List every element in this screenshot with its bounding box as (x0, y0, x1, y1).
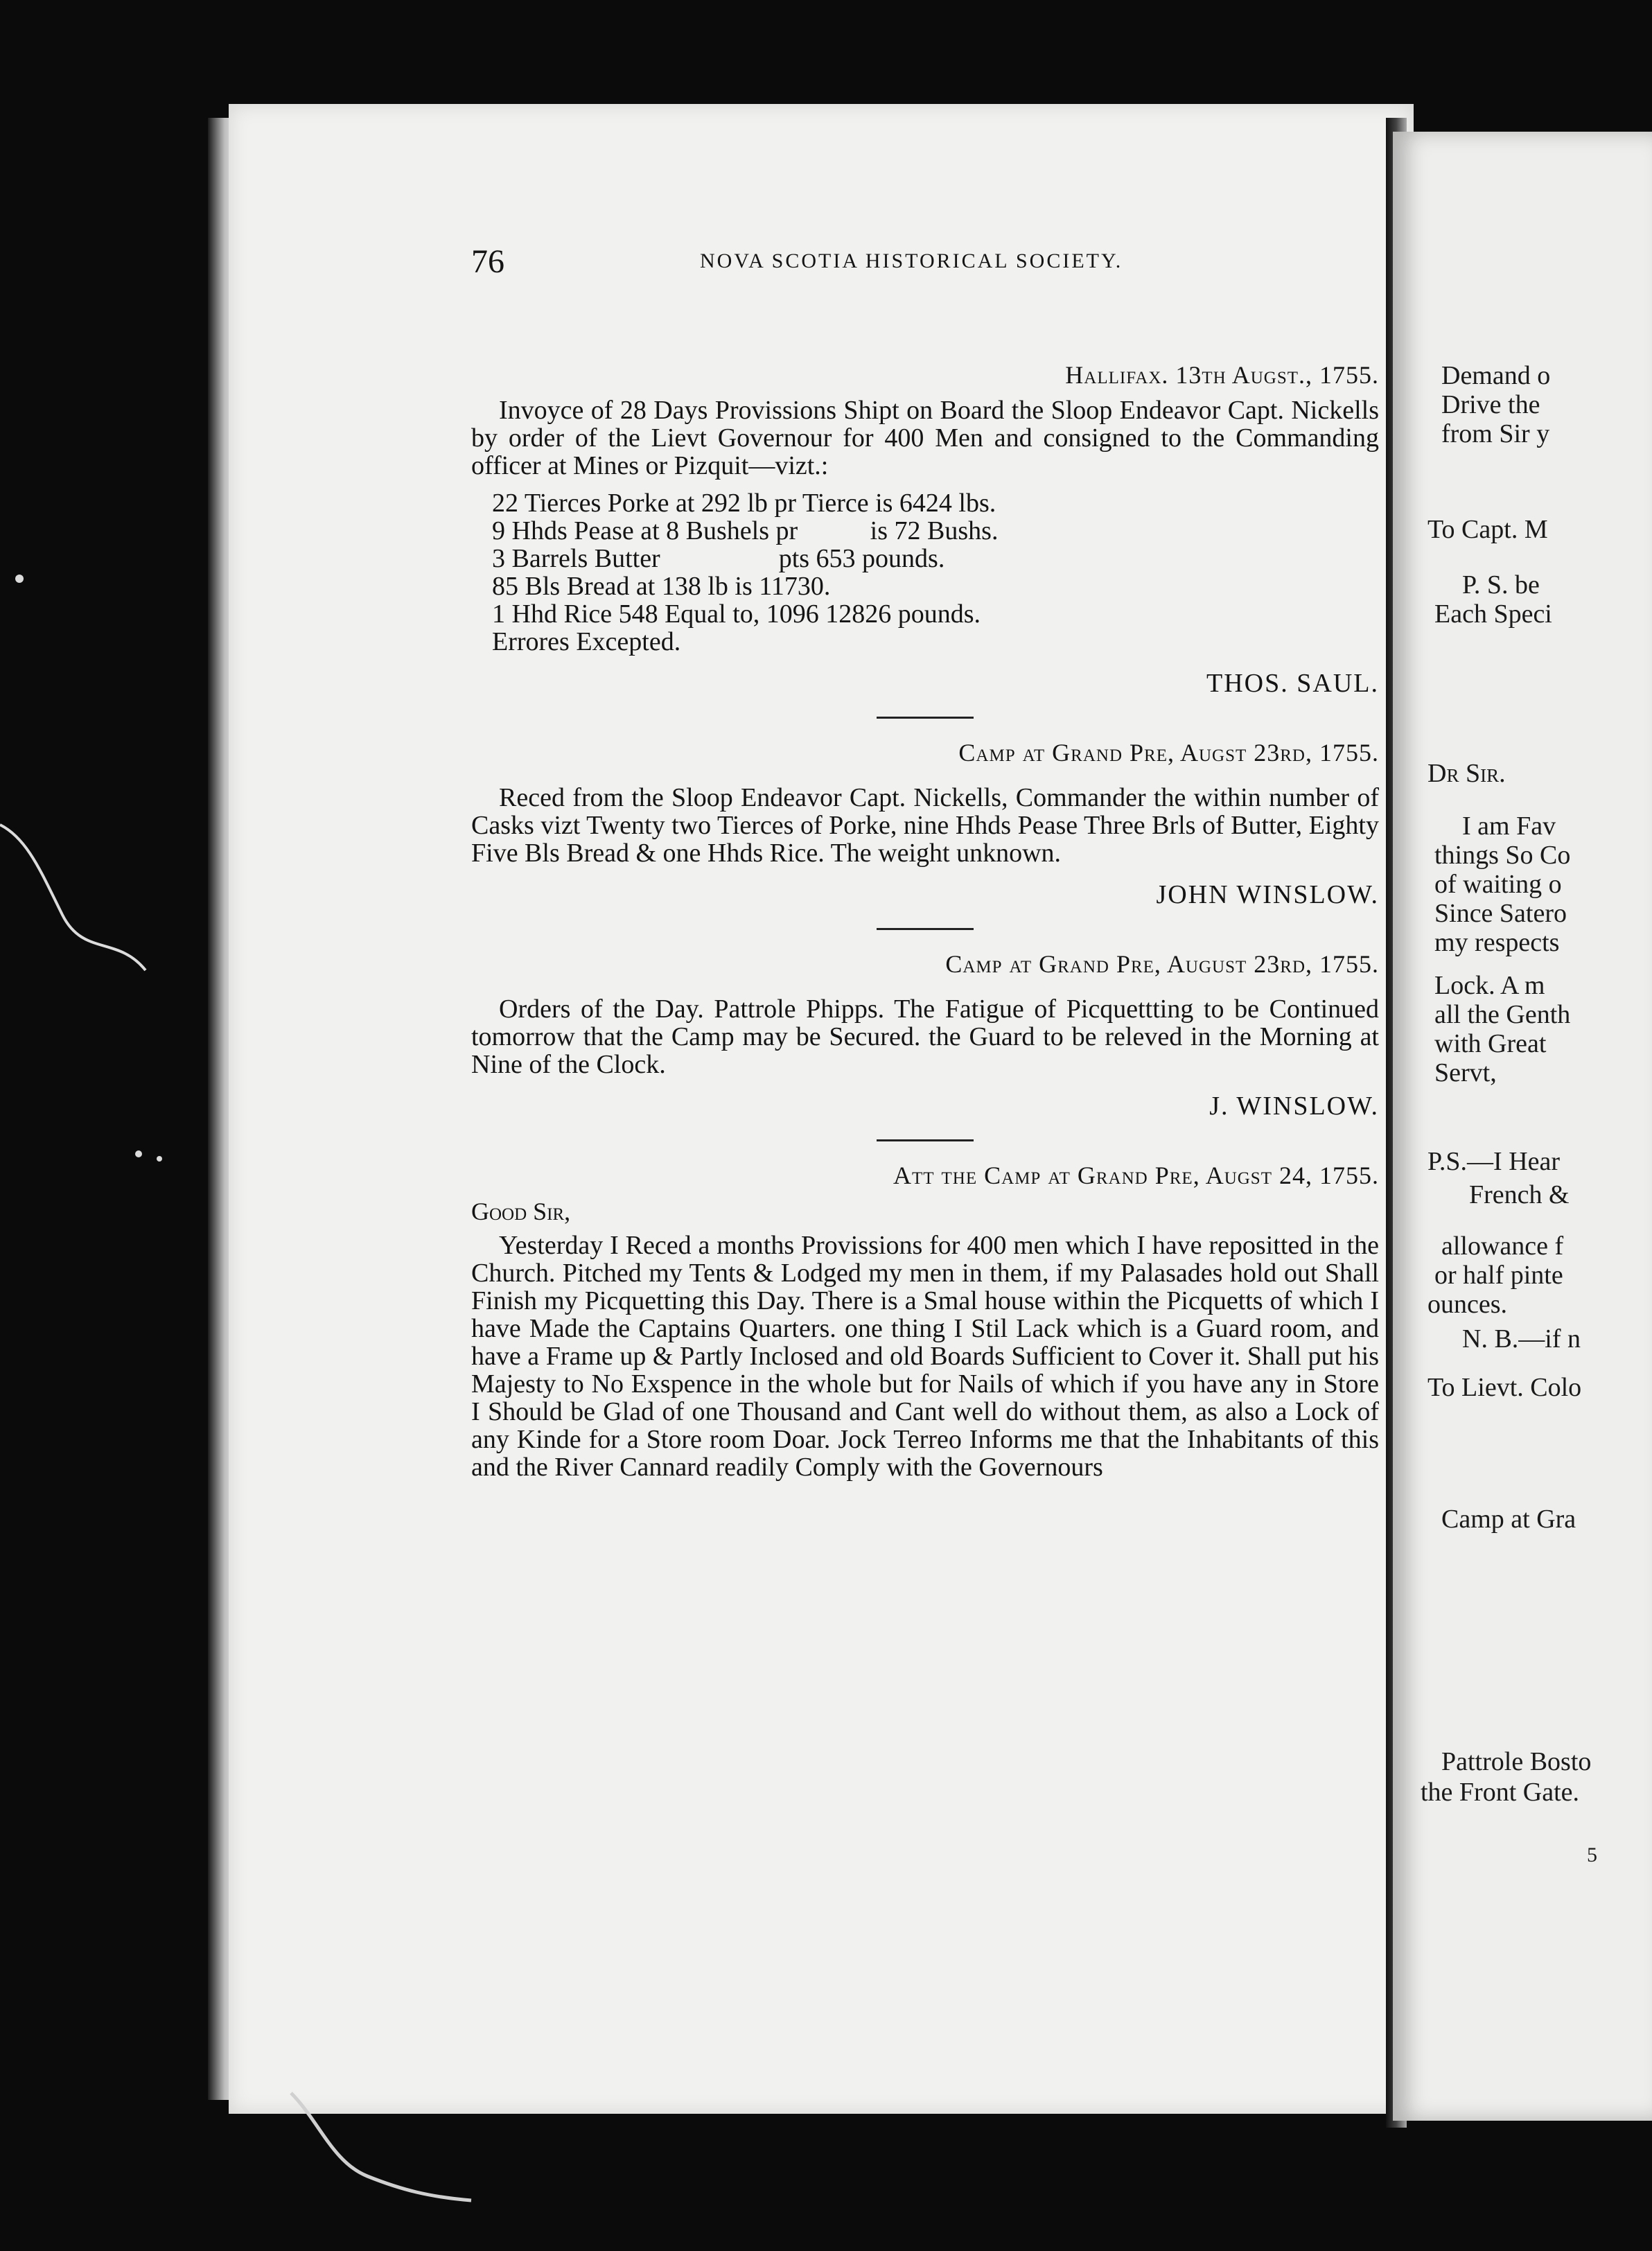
right-fragment: N. B.—if n (1462, 1324, 1581, 1354)
left-page-content (471, 243, 1379, 1481)
right-fragment: things So Co (1434, 841, 1571, 870)
right-fragment: Pattrole Bosto (1441, 1747, 1592, 1776)
page-number: 76 (471, 243, 504, 280)
right-fragment: 5 (1587, 1843, 1597, 1866)
entry-orders (471, 949, 1379, 1121)
dateline: Camp at Grand Pre, Augst 23rd, 1755. (958, 739, 1379, 767)
right-fragment: Each Speci (1434, 599, 1552, 629)
right-fragment: Demand o (1441, 361, 1551, 390)
paragraph: Invoyce of 28 Days Provissions Shipt on Board the Sloop Endeavor Capt. Nickells by order of the Lievt Governour for 400 Men and consigned to the Commanding officer at Mines or Pizquit—vizt.: (471, 396, 1379, 480)
right-fragment: Since Satero (1434, 899, 1567, 928)
entry-letter (471, 1161, 1379, 1481)
right-fragment: To Capt. M (1427, 515, 1548, 544)
paragraph: Reced from the Sloop Endeavor Capt. Nickells, Commander the within number of Casks vizt Twenty two Tierces of Porke, nine Hhds Pease Three Brls of Butter, Eighty Five Bls Bread & one Hhds Rice. The weight unknown. (471, 783, 1379, 868)
list-item: 3 Barrels Butter pts 653 pounds. (492, 544, 945, 573)
right-fragment: or half pinte (1434, 1261, 1563, 1290)
running-head: NOVA SCOTIA HISTORICAL SOCIETY. (700, 249, 1123, 272)
right-fragment: Camp at Gra (1441, 1505, 1576, 1534)
right-fragment: Drive the (1441, 390, 1540, 419)
dateline: Hallifax. 13th Augst., 1755. (1065, 361, 1379, 389)
right-fragment: To Lievt. Colo (1427, 1373, 1582, 1402)
right-fragment: I am Fav (1462, 812, 1556, 841)
list-item: 22 Tierces Porke at 292 lb pr Tierce is 6424 lbs. (492, 489, 996, 518)
right-fragment: ounces. (1427, 1290, 1508, 1319)
divider (877, 1139, 974, 1141)
divider (877, 928, 974, 930)
divider (877, 717, 974, 719)
right-fragment: the Front Gate. (1421, 1778, 1580, 1807)
dateline: Camp at Grand Pre, August 23rd, 1755. (945, 950, 1379, 978)
right-fragment: P.S.—I Hear (1427, 1147, 1561, 1176)
right-fragment: French & (1469, 1180, 1570, 1209)
salutation: Good Sir, (471, 1198, 571, 1225)
right-fragment: with Great (1434, 1029, 1547, 1058)
entry-receipt (471, 738, 1379, 910)
entry-invoice (471, 360, 1379, 699)
right-fragment: Lock. A m (1434, 971, 1545, 1000)
page-header (471, 243, 1379, 291)
list-item: 9 Hhds Pease at 8 Bushels pr is 72 Bushs. (492, 516, 999, 545)
list-item: 85 Bls Bread at 138 lb is 11730. (492, 572, 831, 601)
signature: J. WINSLOW. (1209, 1092, 1379, 1121)
right-fragment: P. S. be (1462, 570, 1540, 599)
signature: THOS. SAUL. (1206, 669, 1379, 698)
right-fragment: all the Genth (1434, 1000, 1571, 1029)
provisions-list (492, 489, 1379, 656)
right-fragment: from Sir y (1441, 419, 1550, 448)
paragraph: Orders of the Day. Pattrole Phipps. The Fatigue of Picquettting to be Continued tomorrow that the Camp may be Secured. the Guard to be releved in the Morning at Nine of the Clock. (471, 995, 1379, 1079)
paragraph: Yesterday I Reced a months Provissions for 400 men which I have repositted in the Church. Pitched my Tents & Lodged my men in them, if my Palasades hold out Shall Finish my Picquetting this Day. There is a Smal house within the Picquetts of which I have Made the Captains Quarters. one thing I Stil Lack which is a Guard room, and have a Frame up & Partly Inclosed and old Boards Sufficient to Cover it. Shall put his Majesty to No Exspence in the whole but for Nails of which if you have any in Store I Should be Glad of one Thousand and Cant well do without them, as also a Lock of any Kinde for a Store room Doar. Jock Terreo Informs me that the Inhabitants of this and the River Cannard readily Comply with the Governours (471, 1231, 1379, 1482)
right-fragment: Servt, (1434, 1058, 1497, 1087)
signature: JOHN WINSLOW. (1156, 880, 1379, 909)
right-fragment: of waiting o (1434, 870, 1562, 899)
right-fragment: allowance f (1441, 1232, 1564, 1261)
right-fragment: Dr Sir. (1427, 759, 1506, 788)
dateline: Att the Camp at Grand Pre, Augst 24, 1755. (893, 1162, 1379, 1189)
list-item: Errores Excepted. (492, 627, 681, 656)
right-fragment: my respects (1434, 928, 1560, 957)
dust-marks-bottom (277, 2079, 485, 2218)
list-item: 1 Hhd Rice 548 Equal to, 1096 12826 pounds. (492, 599, 981, 629)
dust-marks (0, 0, 229, 2251)
